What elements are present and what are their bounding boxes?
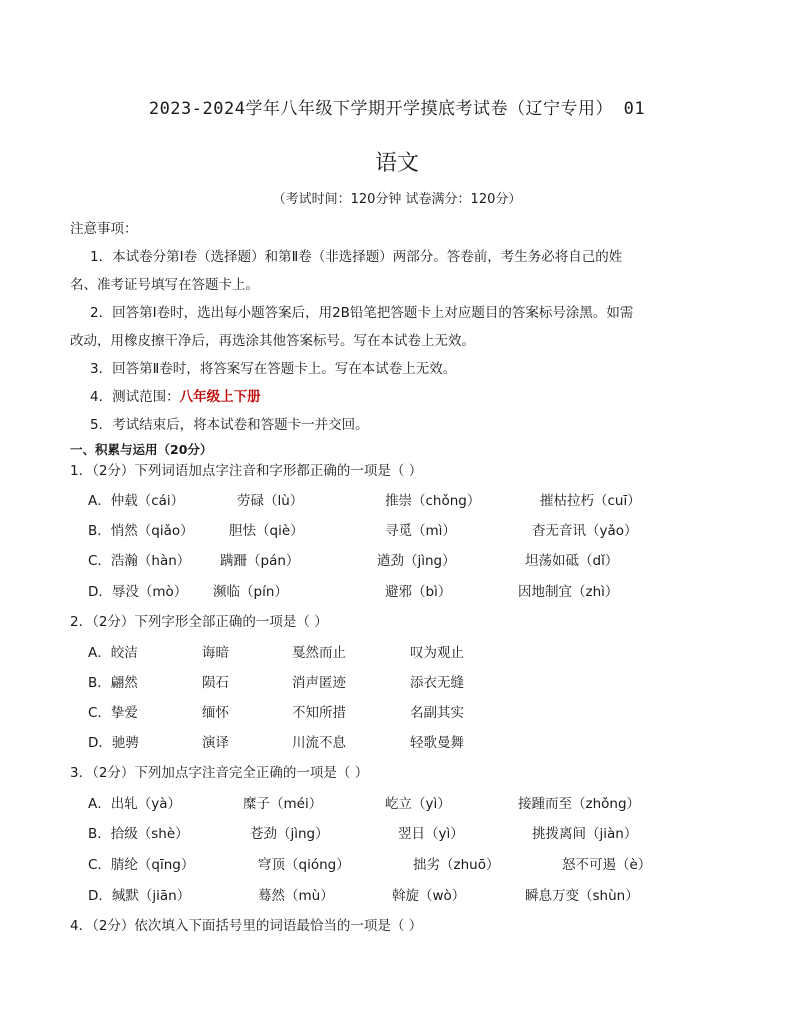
q2-option-a-4: 叹为观止 <box>410 645 464 661</box>
q3-option-a-4: 接踵而至（zhǒng） <box>518 796 641 812</box>
q3-option-c-2: 穹顶（qióng） <box>258 857 350 873</box>
q3-option-c-4: 怒不可遏（è） <box>562 857 652 873</box>
q2-option-a-2: 诲暗 <box>202 645 229 661</box>
q1-option-b-4: 杳无音讯（yǎo） <box>532 523 638 539</box>
q3-option-c-3: 拙劣（zhuō） <box>413 857 500 873</box>
q1-option-a-3: 推崇（chǒng） <box>385 493 481 509</box>
q2-option-c-1: C．挚爱 <box>88 705 138 721</box>
q3-option-c-1: C．腈纶（qīng） <box>88 857 195 873</box>
exam-info: （考试时间：120分钟 试卷满分：120分） <box>272 192 522 207</box>
q2-option-a-3: 戛然而止 <box>292 645 346 661</box>
q1-option-d-3: 避邪（bì） <box>385 584 452 600</box>
q3-option-d-2: 蓦然（mù） <box>258 888 334 904</box>
q3-option-b-4: 挑拨离间（jiàn） <box>532 826 638 842</box>
subject-title: 语文 <box>374 151 419 176</box>
question-4-stem: 4．（2分）依次填入下面括号里的词语最恰当的一项是（ ） <box>70 918 423 934</box>
q2-option-c-3: 不知所措 <box>292 705 346 721</box>
q2-option-a-1: A．皎洁 <box>88 645 138 661</box>
q1-option-a-4: 摧枯拉朽（cuī） <box>540 493 641 509</box>
note-1-line-1: 1．本试卷分第Ⅰ卷（选择题）和第Ⅱ卷（非选择题）两部分。答卷前，考生务必将自己的姓 <box>90 249 623 265</box>
q1-option-c-2: 蹒跚（pán） <box>220 553 300 569</box>
note-3: 3．回答第Ⅱ卷时，将答案写在答题卡上。写在本试卷上无效。 <box>90 361 457 377</box>
q3-option-b-1: B．拾级（shè） <box>88 826 189 842</box>
q3-option-a-2: 糜子（méi） <box>243 796 323 812</box>
q1-option-c-3: 遒劲（jìng） <box>377 553 456 569</box>
q1-option-d-2: 濒临（pín） <box>213 584 288 600</box>
q1-option-a-1: A．仲载（cái） <box>88 493 185 509</box>
q1-option-d-4: 因地制宜（zhì） <box>518 584 619 600</box>
note-4 <box>90 385 261 405</box>
note-4-prefix: 4．测试范围： <box>90 389 180 405</box>
q1-option-c-1: C．浩瀚（hàn） <box>88 553 191 569</box>
q2-option-b-2: 陨石 <box>202 675 229 691</box>
note-2-line-1: 2．回答第Ⅰ卷时，选出每小题答案后，用2B铅笔把答题卡上对应题目的答案标号涂黑。如需 <box>90 305 634 321</box>
section-heading: 一、积累与运用（20分） <box>70 442 213 457</box>
q1-option-d-1: D．辱没（mò） <box>88 584 188 600</box>
q3-option-d-4: 瞬息万变（shùn） <box>525 888 639 904</box>
q1-option-c-4: 坦荡如砥（dǐ） <box>525 553 619 569</box>
q1-option-b-1: B．悄然（qiǎo） <box>88 523 194 539</box>
q2-option-c-4: 名副其实 <box>410 705 464 721</box>
q3-option-a-1: A．出轧（yà） <box>88 796 181 812</box>
q1-option-b-3: 寻觅（mì） <box>385 523 456 539</box>
question-2-stem: 2．（2分）下列字形全部正确的一项是（ ） <box>70 614 328 630</box>
exam-title: 2023-2024学年八年级下学期开学摸底考试卷（辽宁专用） 01 <box>148 99 646 119</box>
q1-option-b-2: 胆怯（qiè） <box>229 523 304 539</box>
q2-option-d-1: D．驰骋 <box>88 735 139 751</box>
q2-option-d-3: 川流不息 <box>292 735 346 751</box>
notes-heading: 注意事项： <box>70 221 138 237</box>
note-1-line-2: 名、准考证号填写在答题卡上。 <box>70 277 259 293</box>
q3-option-d-1: D．缄默（jiān） <box>88 888 191 904</box>
q2-option-d-2: 演译 <box>202 735 229 751</box>
q2-option-b-4: 添衣无缝 <box>410 675 464 691</box>
question-1-stem: 1．（2分）下列词语加点字注音和字形都正确的一项是（ ） <box>70 463 423 479</box>
note-4-range: 八年级上下册 <box>179 389 261 405</box>
q2-option-b-3: 消声匿迹 <box>292 675 346 691</box>
q3-option-d-3: 斡旋（wò） <box>392 888 466 904</box>
note-5: 5．考试结束后，将本试卷和答题卡一并交回。 <box>90 417 369 433</box>
question-3-stem: 3．（2分）下列加点字注音完全正确的一项是（ ） <box>70 765 369 781</box>
q3-option-a-3: 屹立（yì） <box>385 796 451 812</box>
note-2-line-2: 改动，用橡皮擦干净后，再选涂其他答案标号。写在本试卷上无效。 <box>70 333 475 349</box>
q2-option-c-2: 缅怀 <box>202 705 229 721</box>
q2-option-b-1: B．翩然 <box>88 675 138 691</box>
q3-option-b-2: 苍劲（jìng） <box>250 826 329 842</box>
q3-option-b-3: 翌日（yì） <box>398 826 464 842</box>
q2-option-d-4: 轻歌曼舞 <box>410 735 464 751</box>
q1-option-a-2: 劳碌（lù） <box>237 493 304 509</box>
